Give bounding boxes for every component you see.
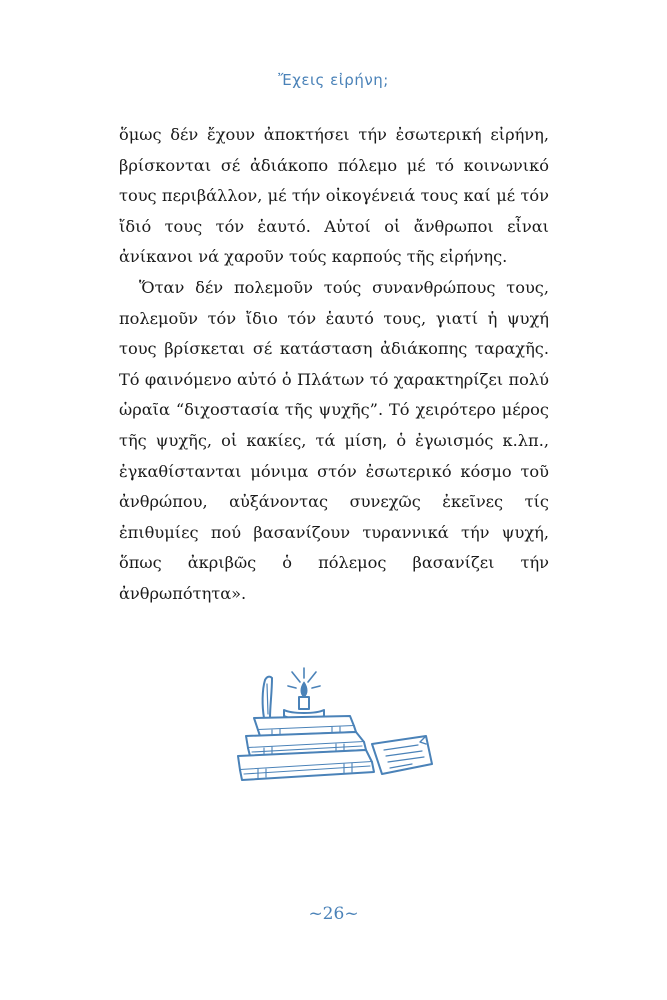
body-text [119,120,549,610]
paragraph-1: ὅμως δέν ἔχουν ἀποκτήσει τήν ἐσωτερική εἰρήνη, βρίσκονται σέ ἀδιάκοπο πόλεμο μέ τό κοινωνικό τους περιβάλλον, μέ τήν οἰκογένειά τους καί μέ τόν ἴδιό τους τόν ἑαυτό. Αὐτοί οἱ ἄνθρωποι εἶναι ἀνίκανοι νά χαροῦν τούς καρπούς τῆς εἰρήνης. [119,125,549,267]
running-head-title: Ἔχεις εἰρήνη; [278,71,389,89]
books-candle-letter-icon [232,666,437,786]
paragraph-2: Ὅταν δέν πολεμοῦν τούς συνανθρώπους τους, πολεμοῦν τόν ἴδιο τόν ἑαυτό τους, γιατί ἡ ψυχή τους βρίσκεται σέ κατάσταση ἀδιάκοπης ταραχῆς. Τό φαινόμενο αὐτό ὁ Πλάτων τό χαρακτηρίζει πολύ ὡραῖα “διχοστασία τῆς ψυχῆς”. Τό χειρότερο μέρος τῆς ψυχῆς, οἱ κακίες, τά μίση, ὁ ἐγωισμός κ.λπ., ἐγκαθίστανται μόνιμα στόν ἐσωτερικό κόσμο τοῦ ἀνθρώπου, αὐξάνοντας συνεχῶς ἐκεῖνες τίς ἐπιθυμίες πού βασανίζουν τυραννικά τήν ψυχή, ὅπως ἀκριβῶς ὁ πόλεμος βασανίζει τήν ἀνθρωπότητα». [119,277,549,603]
page-number: ~26~ [308,904,359,924]
